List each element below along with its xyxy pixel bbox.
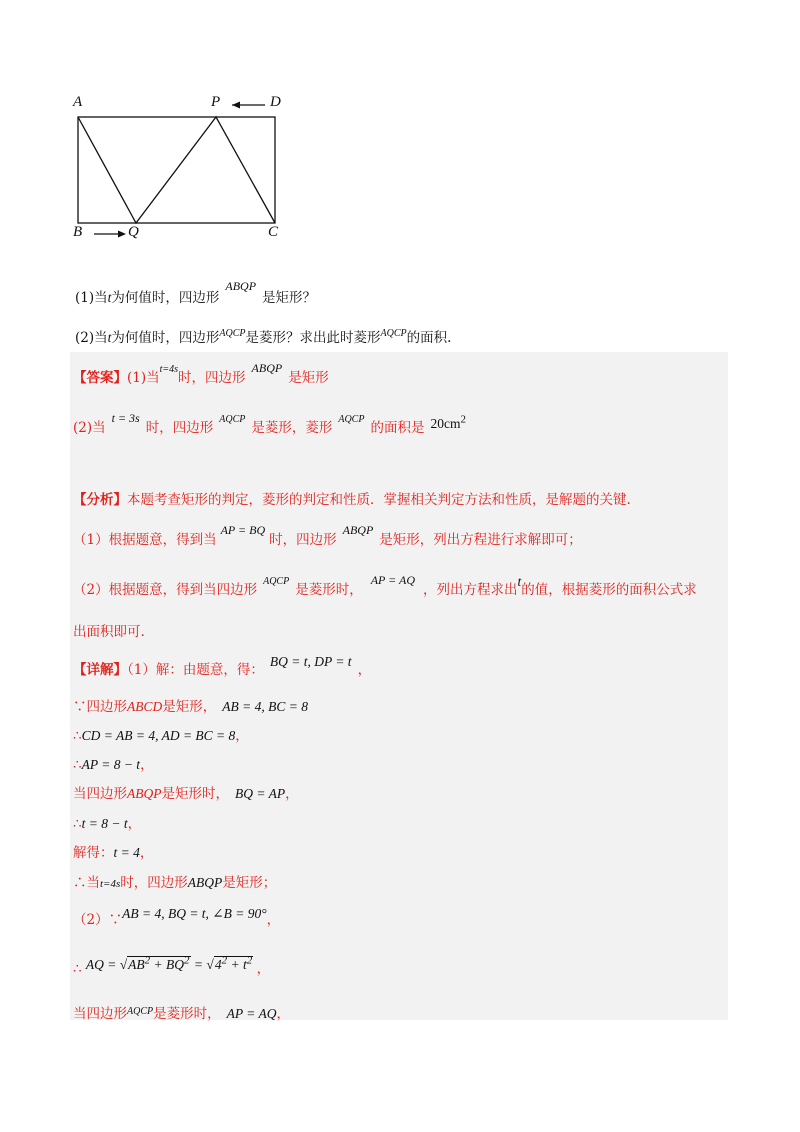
detail-line-4: ∴AP = 8 − t， (73, 757, 154, 773)
label-q: Q (128, 224, 139, 240)
label-c: C (268, 224, 279, 240)
arrowhead-p-icon (232, 102, 240, 109)
detail-line-7: 解得：t = 4， (73, 845, 154, 861)
detail-line-10: ∴ AQ = $√AB^2 + BQ^2 = √4^2 + t^2$ ， (73, 954, 271, 977)
detail-line-2: ∵四边形ABCD是矩形， AB = 4, BC = 8 (73, 699, 308, 715)
label-p: P (211, 94, 221, 110)
analysis-p1: （1）根据题意，得到当AP = BQ时，四边形ABQP是矩形，列出方程进行求解即可； (73, 523, 582, 548)
analysis-p2b: 出面积即可. (73, 624, 145, 640)
question-2: (2)当t为何值时，四边形$^{AQCP}$是菱形？求出此时菱形$^{AQCP}$的面积. (75, 328, 452, 346)
label-b: B (73, 224, 83, 240)
label-d: D (270, 94, 281, 110)
zigzag-lines (78, 117, 275, 223)
detail-line-5: 当四边形ABQP是矩形时， BQ = AP， (73, 786, 299, 802)
detail-line-8: ∴当t=4s时，四边形ABQP是矩形； (73, 875, 277, 891)
detail-line-1: 【详解】（1）解：由题意，得：BQ = t, DP = t， (73, 654, 372, 678)
geometry-figure (60, 90, 300, 250)
detail-line-11: 当四边形$^{AQCP}$是菱形时， AP = AQ， (73, 1006, 290, 1022)
detail-line-6: ∴t = 8 − t， (73, 816, 142, 832)
analysis-line: 【分析】本题考查矩形的判定，菱形的判定和性质．掌握相关判定方法和性质，是解题的关键. (73, 492, 631, 508)
arrowhead-q-icon (118, 231, 126, 238)
answer-line-1: 【答案】(1)当$^{t=4s}$时，四边形ABQP是矩形 (73, 361, 329, 386)
answer-line-2: (2)当t = 3s时，四边形$^{AQCP}$是菱形，菱形$^{AQCP}$的面积是 $20cm^2$ (73, 411, 466, 436)
question-1: (1)当t为何值时，四边形ABQP是矩形？ (75, 279, 317, 306)
detail-line-9: （2）∵AB = 4, BQ = t, ∠B = 90°， (73, 906, 281, 928)
detail-line-3: ∴CD = AB = 4, AD = BC = 8， (73, 728, 249, 744)
analysis-p2: （2）根据题意，得到当四边形$^{AQCP}$是菱形时，AP = AQ，列出方程求出t的值，根据菱形的面积公式求 (73, 573, 697, 598)
label-a: A (73, 94, 83, 110)
